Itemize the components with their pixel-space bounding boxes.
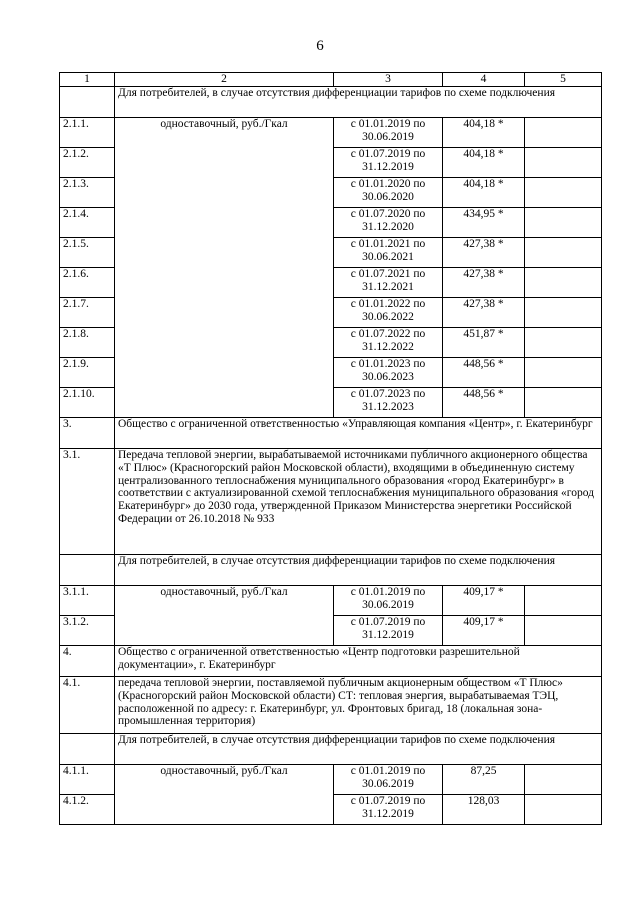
col5-cell	[525, 268, 602, 298]
row-number: 3.1.1.	[60, 586, 115, 616]
subheader-row	[60, 734, 602, 765]
tariff-type: одноставочный, руб./Гкал	[115, 586, 334, 646]
header-col-3: 3	[334, 73, 443, 87]
col5-cell	[525, 795, 602, 825]
subheader-row	[60, 555, 602, 586]
col5-cell	[525, 765, 602, 795]
period: с 01.01.2019 по 30.06.2019	[334, 765, 443, 795]
period: с 01.01.2020 по 30.06.2020	[334, 178, 443, 208]
subheader-text: Для потребителей, в случае отсутствия дифференциации тарифов по схеме подключения	[115, 87, 602, 118]
period: с 01.01.2019 по 30.06.2019	[334, 118, 443, 148]
row-number: 2.1.1.	[60, 118, 115, 148]
tariff-value: 448,56 *	[443, 358, 525, 388]
empty-cell	[60, 87, 115, 118]
header-col-1: 1	[60, 73, 115, 87]
period: с 01.07.2023 по 31.12.2023	[334, 388, 443, 418]
service-description: Передача тепловой энергии, вырабатываемой источниками публичного акционерного общества «Т Плюс» (Красногорский район Московской области), входящими в объединенную систему централизованного теплоснабжения муниципального образования «город Екатеринбург» в соответствии с актуализированной схемой теплоснабжения муниципального образования «город Екатеринбург» до 2030 года, утвержденной Приказом Министерства энергетики Российской Федерации от 26.10.2018 № 933	[115, 449, 602, 555]
empty-cell	[60, 555, 115, 586]
service-description: передача тепловой энергии, поставляемой публичным акционерным обществом «Т Плюс» (Красногорский район Московской области) СТ: тепловая энергия, вырабатываемая ТЭЦ, расположенной по адресу: г. Екатеринбург, ул. Фронтовых бригад, 18 (локальная зона-промышленная территория)	[115, 677, 602, 734]
service-number: 4.1.	[60, 677, 115, 734]
period: с 01.01.2021 по 30.06.2021	[334, 238, 443, 268]
row-number: 2.1.5.	[60, 238, 115, 268]
tariff-value: 427,38 *	[443, 268, 525, 298]
col5-cell	[525, 148, 602, 178]
col5-cell	[525, 178, 602, 208]
tariff-value: 427,38 *	[443, 238, 525, 268]
row-number: 2.1.4.	[60, 208, 115, 238]
row-number: 2.1.10.	[60, 388, 115, 418]
col5-cell	[525, 586, 602, 616]
period: с 01.07.2019 по 31.12.2019	[334, 148, 443, 178]
header-row	[60, 73, 602, 87]
row-number: 2.1.8.	[60, 328, 115, 358]
service-number: 3.1.	[60, 449, 115, 555]
tariff-value: 404,18 *	[443, 118, 525, 148]
col5-cell	[525, 328, 602, 358]
period: с 01.07.2021 по 31.12.2021	[334, 268, 443, 298]
table-row	[60, 765, 602, 795]
tariff-value: 87,25	[443, 765, 525, 795]
col5-cell	[525, 616, 602, 646]
page-number: 6	[316, 38, 324, 54]
period: с 01.07.2020 по 31.12.2020	[334, 208, 443, 238]
tariff-value: 434,95 *	[443, 208, 525, 238]
table-row	[60, 586, 602, 616]
col5-cell	[525, 118, 602, 148]
tariff-value: 448,56 *	[443, 388, 525, 418]
row-number: 3.1.2.	[60, 616, 115, 646]
period: с 01.07.2019 по 31.12.2019	[334, 795, 443, 825]
row-number: 2.1.2.	[60, 148, 115, 178]
row-number: 2.1.7.	[60, 298, 115, 328]
header-col-2: 2	[115, 73, 334, 87]
period: с 01.01.2023 по 30.06.2023	[334, 358, 443, 388]
col5-cell	[525, 208, 602, 238]
tariff-value: 128,03	[443, 795, 525, 825]
subheader-row	[60, 87, 602, 118]
org-title: Общество с ограниченной ответственностью «Управляющая компания «Центр», г. Екатеринбург	[115, 418, 602, 449]
period: с 01.01.2022 по 30.06.2022	[334, 298, 443, 328]
col5-cell	[525, 388, 602, 418]
tariff-type: одноставочный, руб./Гкал	[115, 118, 334, 418]
col5-cell	[525, 298, 602, 328]
tariff-value: 409,17 *	[443, 616, 525, 646]
row-number: 4.1.1.	[60, 765, 115, 795]
row-number: 4.1.2.	[60, 795, 115, 825]
service-row	[60, 677, 602, 734]
empty-cell	[60, 734, 115, 765]
col5-cell	[525, 238, 602, 268]
org-row	[60, 418, 602, 449]
org-title: Общество с ограниченной ответственностью «Центр подготовки разрешительной документации», г. Екатеринбург	[115, 646, 602, 677]
tariff-value: 427,38 *	[443, 298, 525, 328]
subheader-text: Для потребителей, в случае отсутствия дифференциации тарифов по схеме подключения	[115, 555, 602, 586]
period: с 01.07.2019 по 31.12.2019	[334, 616, 443, 646]
org-number: 4.	[60, 646, 115, 677]
tariff-value: 404,18 *	[443, 178, 525, 208]
period: с 01.01.2019 по 30.06.2019	[334, 586, 443, 616]
row-number: 2.1.9.	[60, 358, 115, 388]
col5-cell	[525, 358, 602, 388]
header-col-4: 4	[443, 73, 525, 87]
org-number: 3.	[60, 418, 115, 449]
tariff-value: 409,17 *	[443, 586, 525, 616]
subheader-text: Для потребителей, в случае отсутствия дифференциации тарифов по схеме подключения	[115, 734, 602, 765]
tariff-table	[59, 72, 602, 825]
row-number: 2.1.3.	[60, 178, 115, 208]
tariff-type: одноставочный, руб./Гкал	[115, 765, 334, 825]
header-col-5: 5	[525, 73, 602, 87]
service-row	[60, 449, 602, 555]
tariff-value: 404,18 *	[443, 148, 525, 178]
row-number: 2.1.6.	[60, 268, 115, 298]
period: с 01.07.2022 по 31.12.2022	[334, 328, 443, 358]
tariff-value: 451,87 *	[443, 328, 525, 358]
org-row	[60, 646, 602, 677]
table-row	[60, 118, 602, 148]
